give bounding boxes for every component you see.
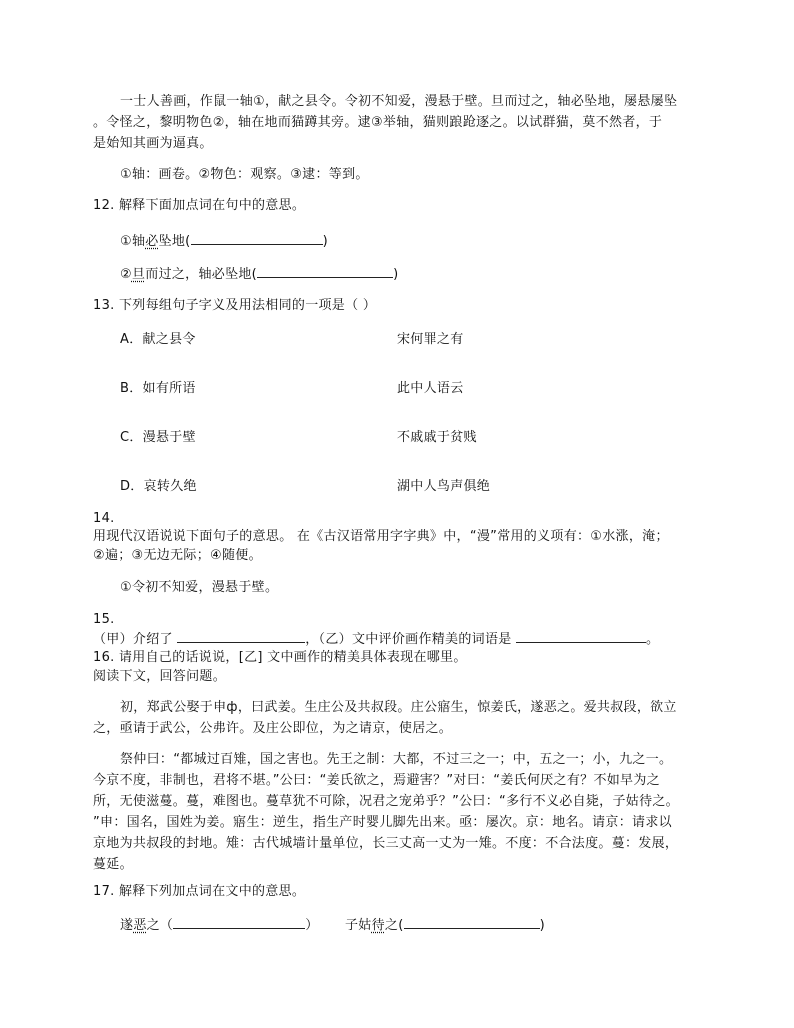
q12-a-prefix: ①轴 (120, 234, 146, 249)
q13-option-c-left[interactable]: C．漫悬于壁 (120, 430, 196, 445)
passage2-p2-line2: 今京不度，非制也，君将不堪。”公曰：“姜氏欲之，焉避害？”对曰：“姜氏何厌之有？不如早为之 (93, 773, 660, 788)
q15-number: 15. (93, 612, 115, 627)
q17-item-a (120, 914, 319, 936)
q12-b-suffix: 而过之，轴必坠地( (145, 267, 258, 282)
q13-option-a-left[interactable]: A．献之县令 (120, 332, 196, 347)
q17-item-b (345, 914, 545, 936)
passage2-p1-line2: 之，亟请于武公，公弗许。及庄公即位，为之请京，使居之。 (93, 721, 453, 736)
passage2-p2-line3: 所，无使滋蔓。蔓，难图也。蔓草犹不可除，况君之宠弟乎？”公曰：“多行不义必自毙，子姑待之。 (93, 794, 679, 809)
q17-a-answer-blank[interactable] (173, 914, 305, 929)
q14-sentence: ①令初不知爱，漫悬于壁。 (120, 580, 279, 595)
q17-a-dotted-word: 恶 (133, 918, 147, 933)
q12-item-b (120, 263, 398, 285)
q16-line1: 16. 请用自己的话说说，[乙] 文中画作的精美具体表现在哪里。 (93, 650, 467, 665)
q13-option-b-left[interactable]: B．如有所语 (120, 381, 196, 396)
q14-number: 14. (93, 511, 115, 526)
q16-line2: 阅读下文，回答问题。 (93, 669, 227, 684)
q15-line (93, 628, 659, 650)
passage1-notes: ①轴：画卷。②物色：观察。③逮：等到。 (120, 167, 369, 182)
q14-line2: ②遍；③无边无际；④随便。 (93, 548, 262, 563)
q12-b-dotted-word: 旦 (131, 267, 146, 282)
passage1-line2: 。令怪之，黎明物色②，轴在地而猫蹲其旁。逮③举轴，猫则踉跄逐之。以试群猫，莫不然者，于 (93, 115, 663, 130)
passage2-p2-line1: 祭仲曰：“都城过百雉，国之害也。先王之制：大都，不过三之一；中，五之一；小，九之一。 (120, 752, 673, 767)
q12-a-suffix: 坠地( (158, 234, 191, 249)
q17-b-prefix: 子姑 (345, 918, 372, 933)
q14-line1: 用现代汉语说说下面句子的意思。 在《古汉语常用字字典》中，“漫”常用的义项有：①水涨，淹； (93, 529, 669, 544)
passage2-p2-line4: ”申：国名，国姓为姜。寤生：逆生，指生产时婴儿脚先出来。亟：屡次。京：地名。请京：请求以 (93, 815, 672, 830)
q17-b-suffix: 之( (384, 918, 404, 933)
q17-a-close: ） (305, 918, 319, 933)
passage2-p2-line5: 京地为共叔段的封地。雉：古代城墙计量单位，长三丈高一丈为一雉。不度：不合法度。蔓：发展， (93, 836, 679, 851)
q17-b-close: ) (539, 918, 545, 933)
q17-b-dotted-word: 待 (371, 918, 385, 933)
q15-end: 。 (646, 632, 660, 647)
q17-a-suffix: 之（ (146, 918, 174, 933)
passage1-line3: 是始知其画为逼真。 (93, 136, 213, 151)
q13-option-a-right: 宋何罪之有 (397, 332, 464, 347)
q17-a-prefix: 遂 (120, 918, 134, 933)
passage2-p2-line6: 蔓延。 (93, 857, 133, 872)
q12-a-dotted-word: 必 (145, 234, 159, 249)
q12-a-close: ) (322, 234, 328, 249)
passage2-p1-line1: 初，郑武公娶于申ф，曰武姜。生庄公及共叔段。庄公寤生，惊姜氏，遂恶之。爱共叔段，欲立 (120, 700, 677, 715)
q12-b-prefix: ② (120, 267, 132, 282)
q12-title: 12. 解释下面加点词在句中的意思。 (93, 198, 306, 213)
q15-blank-1[interactable] (177, 628, 305, 643)
q17-title: 17. 解释下列加点词在文中的意思。 (93, 884, 306, 899)
q13-option-b-right: 此中人语云 (397, 381, 464, 396)
q12-b-close: ) (393, 267, 399, 282)
q17-b-answer-blank[interactable] (404, 914, 540, 929)
q15-middle: ，（乙）文中评价画作精美的词语是 (305, 632, 512, 647)
q12-b-answer-blank[interactable] (257, 263, 393, 278)
q15-prefix: （甲）介绍了 (93, 632, 173, 647)
q13-option-d-left[interactable]: D．哀转久绝 (120, 479, 197, 494)
q15-blank-2[interactable] (516, 628, 646, 643)
q13-title: 13. 下列每组句子字义及用法相同的一项是（ ） (93, 298, 377, 313)
q12-a-answer-blank[interactable] (191, 230, 323, 245)
q12-item-a (120, 230, 328, 252)
passage1-line1: 一士人善画，作鼠一轴①，献之县令。令初不知爱，漫悬于壁。旦而过之，轴必坠地，屡悬屡坠 (120, 94, 678, 109)
q13-option-d-right: 湖中人鸟声俱绝 (397, 479, 491, 494)
q13-option-c-right: 不戚戚于贫贱 (397, 430, 477, 445)
